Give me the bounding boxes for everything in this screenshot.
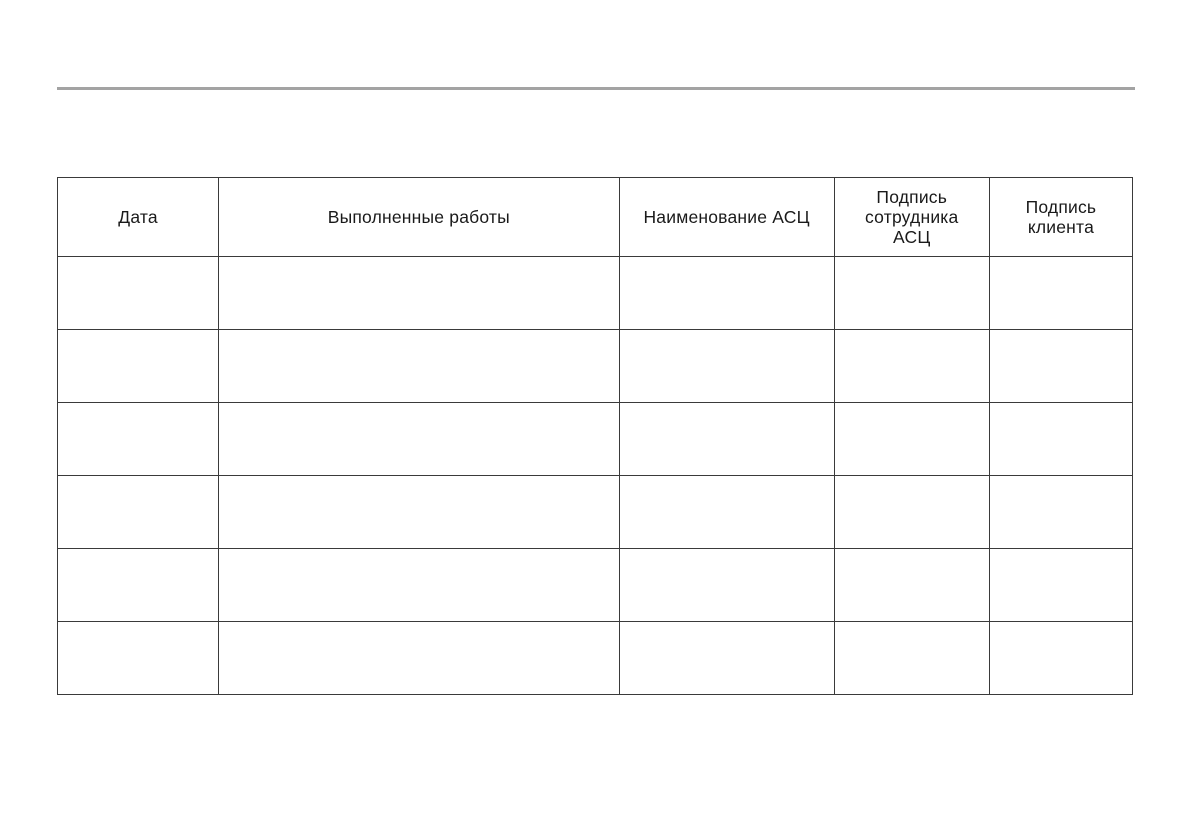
cell-work[interactable] [219, 257, 619, 330]
cell-date[interactable] [58, 549, 219, 622]
cell-client-signature[interactable] [989, 476, 1132, 549]
top-divider-line [57, 87, 1135, 90]
cell-asc-name[interactable] [619, 257, 834, 330]
header-client-signature [989, 178, 1132, 257]
cell-employee-signature[interactable] [834, 549, 989, 622]
header-date-label: Дата [118, 207, 158, 227]
cell-date[interactable] [58, 330, 219, 403]
cell-date[interactable] [58, 622, 219, 695]
cell-client-signature[interactable] [989, 549, 1132, 622]
header-employee-signature [834, 178, 989, 257]
cell-asc-name[interactable] [619, 549, 834, 622]
cell-work[interactable] [219, 330, 619, 403]
header-asc-name-label: Наименование АСЦ [643, 207, 810, 227]
table-row [58, 622, 1133, 695]
header-client-signature-line-2: клиента [1027, 217, 1095, 237]
table-row [58, 476, 1133, 549]
header-work-label: Выполненные работы [327, 207, 510, 227]
header-row [58, 178, 1133, 257]
cell-date[interactable] [58, 476, 219, 549]
table-row [58, 549, 1133, 622]
cell-employee-signature[interactable] [834, 622, 989, 695]
cell-client-signature[interactable] [989, 403, 1132, 476]
cell-employee-signature[interactable] [834, 403, 989, 476]
cell-date[interactable] [58, 403, 219, 476]
table-body [58, 257, 1133, 695]
cell-client-signature[interactable] [989, 330, 1132, 403]
service-record-table [57, 177, 1133, 695]
cell-asc-name[interactable] [619, 476, 834, 549]
header-date [58, 178, 219, 257]
cell-work[interactable] [219, 476, 619, 549]
table-header [58, 178, 1133, 257]
header-work [219, 178, 619, 257]
cell-client-signature[interactable] [989, 622, 1132, 695]
cell-work[interactable] [219, 622, 619, 695]
table-row [58, 330, 1133, 403]
cell-asc-name[interactable] [619, 330, 834, 403]
cell-date[interactable] [58, 257, 219, 330]
header-asc-name [619, 178, 834, 257]
header-employee-signature-line-1: Подпись [876, 187, 948, 207]
cell-asc-name[interactable] [619, 622, 834, 695]
header-employee-signature-line-2: сотрудника [865, 207, 959, 227]
cell-employee-signature[interactable] [834, 257, 989, 330]
header-client-signature-line-1: Подпись [1025, 197, 1097, 217]
header-employee-signature-line-3: АСЦ [893, 227, 931, 247]
cell-work[interactable] [219, 549, 619, 622]
cell-employee-signature[interactable] [834, 330, 989, 403]
cell-work[interactable] [219, 403, 619, 476]
table-row [58, 403, 1133, 476]
table-row [58, 257, 1133, 330]
cell-client-signature[interactable] [989, 257, 1132, 330]
cell-employee-signature[interactable] [834, 476, 989, 549]
cell-asc-name[interactable] [619, 403, 834, 476]
